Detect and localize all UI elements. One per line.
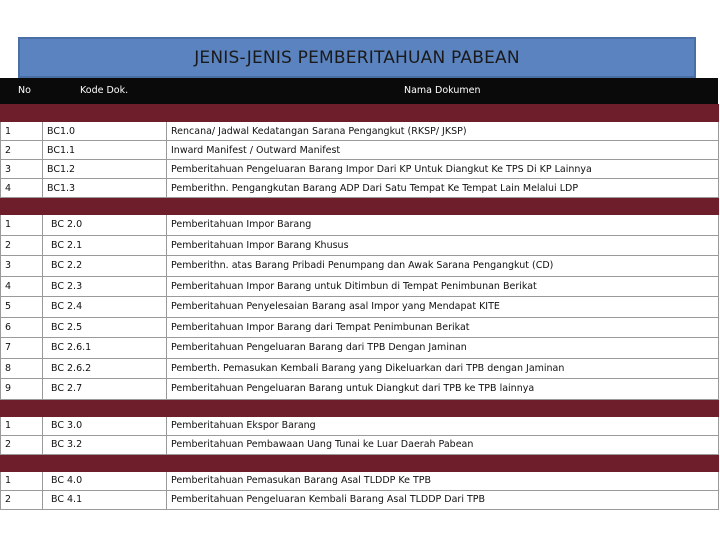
cell-no: 4 (1, 179, 43, 198)
cell-nama: Pemberth. Pemasukan Kembali Barang yang Dikeluarkan dari TPB dengan Jaminan (167, 358, 719, 379)
cell-nama: Pemberitahuan Impor Barang (167, 215, 719, 236)
cell-kode: BC1.0 (43, 122, 167, 141)
table-row (1, 490, 719, 509)
cell-nama: Pemberitahuan Pembawaan Uang Tunai ke Luar Daerah Pabean (167, 435, 719, 454)
cell-kode: BC 2.6.2 (43, 358, 167, 379)
table-row (1, 276, 719, 297)
cell-kode: BC 2.6.1 (43, 338, 167, 359)
separator-cell (43, 105, 167, 122)
table-row (1, 256, 719, 277)
cell-kode: BC1.1 (43, 141, 167, 160)
table-row (1, 358, 719, 379)
group-separator (1, 198, 719, 215)
cell-no: 9 (1, 379, 43, 400)
group-separator (1, 399, 719, 416)
separator-cell (167, 454, 719, 471)
cell-nama: Pemberitahuan Penyelesaian Barang asal Impor yang Mendapat KITE (167, 297, 719, 318)
cell-no: 2 (1, 141, 43, 160)
cell-kode: BC 4.0 (43, 471, 167, 490)
cell-no: 2 (1, 235, 43, 256)
cell-no: 1 (1, 122, 43, 141)
cell-no: 3 (1, 160, 43, 179)
cell-kode: BC 2.5 (43, 317, 167, 338)
header-no: No (18, 85, 31, 96)
table-row (1, 235, 719, 256)
table-row (1, 297, 719, 318)
cell-nama: Rencana/ Jadwal Kedatangan Sarana Pengangkut (RKSP/ JKSP) (167, 122, 719, 141)
table-row (1, 317, 719, 338)
cell-kode: BC 2.0 (43, 215, 167, 236)
separator-cell (43, 198, 167, 215)
cell-no: 8 (1, 358, 43, 379)
table-row (1, 338, 719, 359)
document-table (0, 104, 719, 510)
cell-no: 5 (1, 297, 43, 318)
cell-no: 4 (1, 276, 43, 297)
cell-nama: Pemberitahuan Impor Barang dari Tempat Penimbunan Berikat (167, 317, 719, 338)
cell-no: 7 (1, 338, 43, 359)
table-row (1, 379, 719, 400)
group-separator (1, 454, 719, 471)
separator-cell (167, 105, 719, 122)
group-separator (1, 105, 719, 122)
cell-kode: BC1.3 (43, 179, 167, 198)
cell-kode: BC 2.2 (43, 256, 167, 277)
table-row (1, 416, 719, 435)
header-nama: Nama Dokumen (404, 85, 481, 96)
separator-cell (1, 198, 43, 215)
table-row (1, 141, 719, 160)
cell-nama: Pemberitahuan Pemasukan Barang Asal TLDDP Ke TPB (167, 471, 719, 490)
cell-no: 1 (1, 416, 43, 435)
header-kode: Kode Dok. (80, 85, 129, 96)
cell-no: 1 (1, 471, 43, 490)
cell-no: 6 (1, 317, 43, 338)
separator-cell (167, 198, 719, 215)
cell-kode: BC 2.3 (43, 276, 167, 297)
separator-cell (167, 399, 719, 416)
separator-cell (1, 454, 43, 471)
cell-kode: BC 2.1 (43, 235, 167, 256)
cell-nama: Pemberitahuan Pengeluaran Barang dari TPB Dengan Jaminan (167, 338, 719, 359)
table-row (1, 435, 719, 454)
cell-nama: Pemberithn. Pengangkutan Barang ADP Dari Satu Tempat Ke Tempat Lain Melalui LDP (167, 179, 719, 198)
cell-nama: Inward Manifest / Outward Manifest (167, 141, 719, 160)
cell-kode: BC 3.0 (43, 416, 167, 435)
page-title-box (18, 37, 696, 78)
table-header (0, 78, 718, 104)
cell-nama: Pemberitahuan Impor Barang Khusus (167, 235, 719, 256)
table-row (1, 179, 719, 198)
separator-cell (43, 454, 167, 471)
separator-cell (1, 399, 43, 416)
page-title: JENIS-JENIS PEMBERITAHUAN PABEAN (194, 47, 520, 68)
cell-nama: Pemberitahuan Pengeluaran Barang Impor Dari KP Untuk Diangkut Ke TPS Di KP Lainnya (167, 160, 719, 179)
table-row (1, 160, 719, 179)
cell-kode: BC 3.2 (43, 435, 167, 454)
cell-no: 3 (1, 256, 43, 277)
cell-kode: BC1.2 (43, 160, 167, 179)
cell-kode: BC 2.7 (43, 379, 167, 400)
table-row (1, 471, 719, 490)
cell-nama: Pemberitahuan Pengeluaran Kembali Barang Asal TLDDP Dari TPB (167, 490, 719, 509)
document-table-body (1, 105, 719, 510)
cell-nama: Pemberitahuan Pengeluaran Barang untuk Diangkut dari TPB ke TPB lainnya (167, 379, 719, 400)
cell-nama: Pemberitahuan Impor Barang untuk Ditimbun di Tempat Penimbunan Berikat (167, 276, 719, 297)
table-row (1, 122, 719, 141)
cell-nama: Pemberitahuan Ekspor Barang (167, 416, 719, 435)
cell-no: 1 (1, 215, 43, 236)
separator-cell (43, 399, 167, 416)
cell-no: 2 (1, 490, 43, 509)
cell-nama: Pemberithn. atas Barang Pribadi Penumpang dan Awak Sarana Pengangkut (CD) (167, 256, 719, 277)
separator-cell (1, 105, 43, 122)
table-row (1, 215, 719, 236)
cell-kode: BC 2.4 (43, 297, 167, 318)
cell-kode: BC 4.1 (43, 490, 167, 509)
cell-no: 2 (1, 435, 43, 454)
